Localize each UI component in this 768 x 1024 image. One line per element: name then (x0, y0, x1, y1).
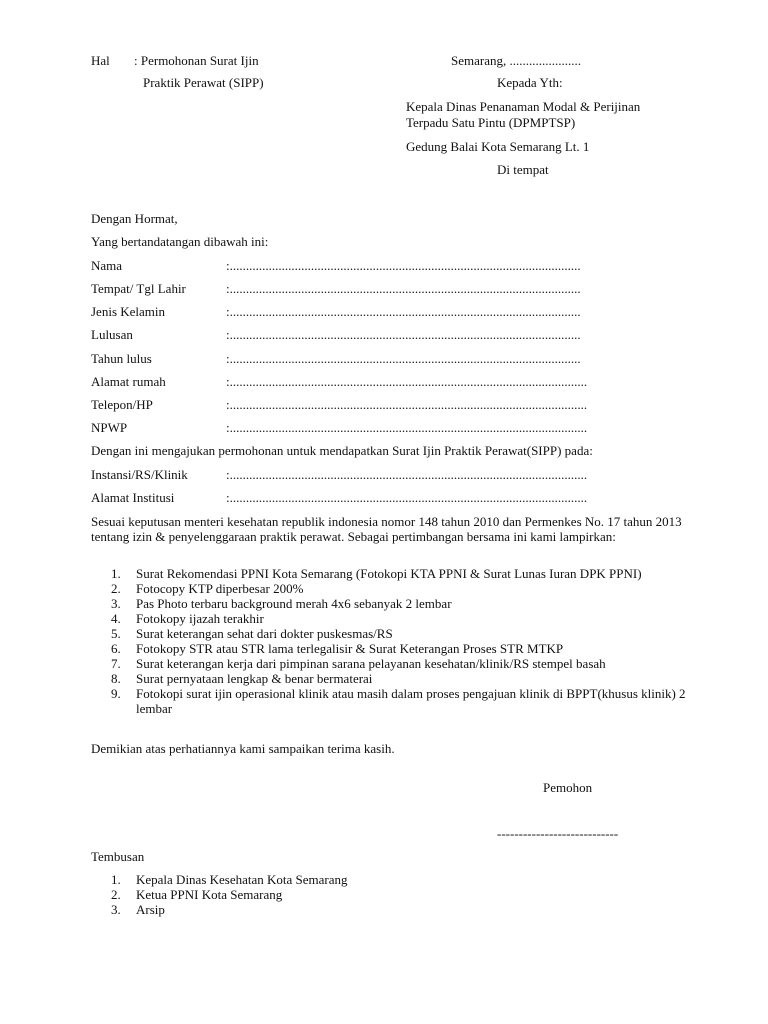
list-item-text: Arsip (136, 902, 165, 917)
list-item (91, 566, 711, 581)
list-item (91, 581, 711, 596)
list-number: 2. (111, 887, 121, 902)
field-value-dots[interactable]: :.............................................................................................................. (226, 374, 588, 389)
field-label: Alamat rumah (91, 374, 166, 389)
list-item (91, 596, 711, 611)
field-value-dots[interactable]: :.............................................................................................................. (226, 467, 588, 482)
list-number: 2. (111, 581, 121, 596)
field-label: Telepon/HP (91, 397, 153, 412)
list-number: 5. (111, 626, 121, 641)
field-value-dots[interactable]: :............................................................................................................ (226, 327, 581, 342)
field-label: Nama (91, 258, 123, 273)
list-item-text: Surat keterangan sehat dari dokter puskesmas/RS (136, 626, 393, 641)
list-number: 8. (111, 671, 121, 686)
list-number: 4. (111, 611, 121, 626)
field-value-dots[interactable]: :............................................................................................................ (226, 351, 581, 366)
field-tempat-tgl-lahir (91, 281, 651, 297)
list-number: 1. (111, 872, 121, 887)
field-jenis-kelamin (91, 304, 651, 320)
list-item (91, 902, 591, 917)
field-label: Tempat/ Tgl Lahir (91, 281, 186, 296)
place-date: Semarang, ...................... (451, 53, 581, 68)
list-item (91, 872, 591, 887)
to-label: Kepada Yth: (497, 75, 563, 90)
list-item-text: Surat keterangan kerja dari pimpinan sarana pelayanan kesehatan/klinik/RS stempel basah (136, 656, 606, 671)
regulation-paragraph: Sesuai keputusan menteri kesehatan republik indonesia nomor 148 tahun 2010 dan Permenkes No. 17 tahun 2013 tentang izin & penyelenggaraan praktik perawat. Sebagai pertimbangan bersama ini kami lampirkan: (91, 514, 682, 544)
field-value-dots[interactable]: :............................................................................................................ (226, 281, 581, 296)
field-alamat-institusi (91, 490, 651, 506)
field-label: Alamat Institusi (91, 490, 175, 505)
field-label: Tahun lulus (91, 351, 152, 366)
list-item (91, 611, 711, 626)
field-lulusan (91, 327, 651, 343)
signature-label: Pemohon (543, 780, 593, 795)
field-nama (91, 258, 651, 274)
field-tahun-lulus (91, 351, 651, 367)
requirements-list (91, 566, 711, 716)
list-item-text: Fotocopy KTP diperbesar 200% (136, 581, 304, 596)
list-item (91, 887, 591, 902)
list-item-text: Fotokopy ijazah terakhir (136, 611, 264, 626)
list-number: 6. (111, 641, 121, 656)
request-statement: Dengan ini mengajukan permohonan untuk mendapatkan Surat Ijin Praktik Perawat(SIPP) pada: (91, 443, 593, 458)
list-item-text: Kepala Dinas Kesehatan Kota Semarang (136, 872, 348, 887)
field-value-dots[interactable]: :.............................................................................................................. (226, 397, 588, 412)
field-label: Lulusan (91, 327, 133, 342)
field-value-dots[interactable]: :.............................................................................................................. (226, 490, 588, 505)
cc-list (91, 872, 591, 917)
field-telepon-hp (91, 397, 651, 413)
hal-subject-line1: : Permohonan Surat Ijin (134, 53, 259, 68)
field-alamat-rumah (91, 374, 651, 390)
list-item (91, 671, 711, 686)
intro-text: Yang bertandatangan dibawah ini: (91, 234, 269, 249)
list-number: 3. (111, 596, 121, 611)
list-item (91, 686, 711, 716)
list-item-text: Fotokopi surat ijin operasional klinik atau masih dalam proses pengajuan klinik di BPPT(khusus klinik) 2 lembar (136, 686, 686, 716)
list-item-text: Surat pernyataan lengkap & benar bermaterai (136, 671, 373, 686)
list-item-text: Pas Photo terbaru background merah 4x6 sebanyak 2 lembar (136, 596, 452, 611)
list-item (91, 641, 711, 656)
field-value-dots[interactable]: :.............................................................................................................. (226, 420, 588, 435)
field-instansi (91, 467, 651, 483)
hal-subject-line2: Praktik Perawat (SIPP) (143, 75, 264, 90)
list-number: 7. (111, 656, 121, 671)
list-item-text: Fotokopy STR atau STR lama terlegalisir & Surat Keterangan Proses STR MTKP (136, 641, 564, 656)
list-item (91, 626, 711, 641)
list-item (91, 656, 711, 671)
hal-label: Hal (91, 53, 110, 68)
field-label: Instansi/RS/Klinik (91, 467, 188, 482)
recipient-location: Di tempat (497, 162, 549, 177)
field-value-dots[interactable]: :............................................................................................................ (226, 258, 581, 273)
field-value-dots[interactable]: :............................................................................................................ (226, 304, 581, 319)
field-label: NPWP (91, 420, 128, 435)
list-item-text: Surat Rekomendasi PPNI Kota Semarang (Fotokopi KTA PPNI & Surat Lunas Iuran DPK PPNI) (136, 566, 642, 581)
greeting: Dengan Hormat, (91, 211, 178, 226)
list-item-text: Ketua PPNI Kota Semarang (136, 887, 283, 902)
field-npwp (91, 420, 651, 436)
recipient-address: Gedung Balai Kota Semarang Lt. 1 (406, 139, 590, 154)
closing-text: Demikian atas perhatiannya kami sampaikan terima kasih. (91, 741, 395, 756)
list-number: 3. (111, 902, 121, 917)
signature-line[interactable]: ---------------------------- (497, 826, 619, 841)
cc-label: Tembusan (91, 849, 145, 864)
list-number: 9. (111, 686, 121, 701)
recipient-line2: Terpadu Satu Pintu (DPMPTSP) (406, 115, 576, 130)
list-number: 1. (111, 566, 121, 581)
field-label: Jenis Kelamin (91, 304, 166, 319)
recipient-line1: Kepala Dinas Penanaman Modal & Perijinan (406, 99, 641, 114)
